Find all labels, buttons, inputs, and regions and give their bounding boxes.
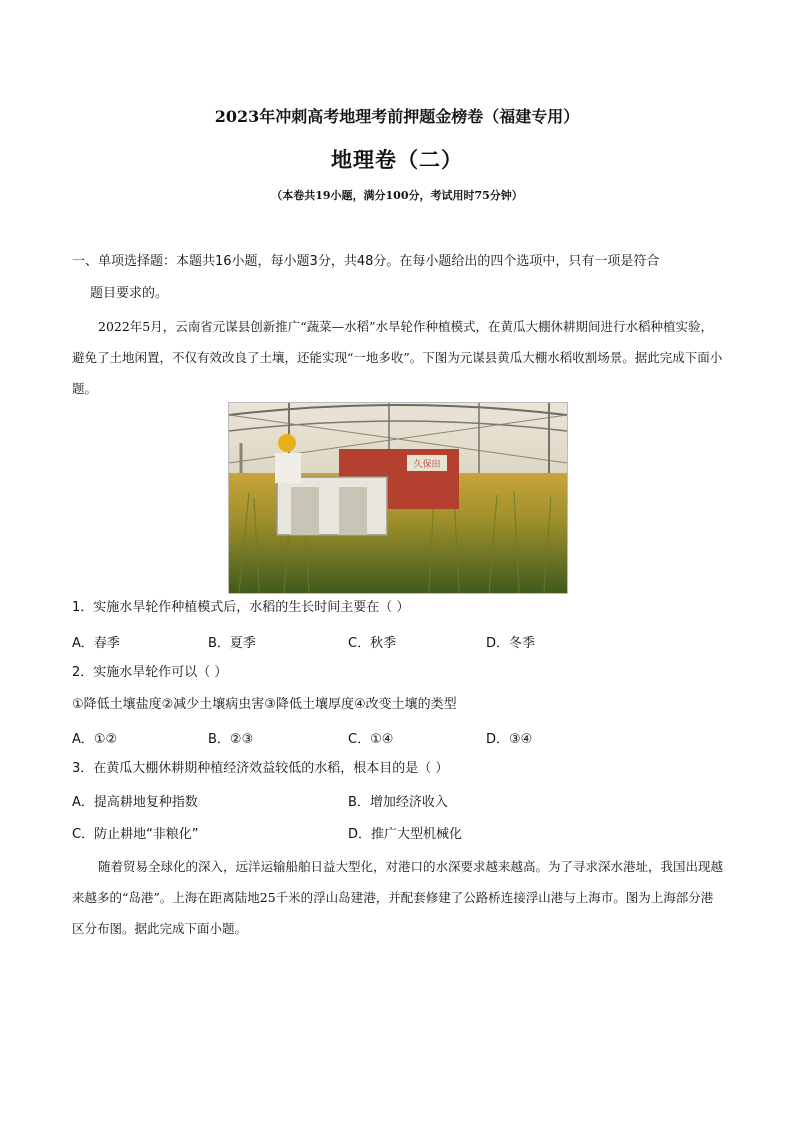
exam-note: （本卷共19小题，满分100分，考试用时75分钟） [271, 189, 523, 202]
passage-island-port: 随着贸易全球化的深入，远洋运输船舶日益大型化，对港口的水深要求越来越高。为了寻求深水港址，我国出现越来越多的“岛港”。上海在距离陆地25千米的浮山岛建港，并配套修建了公路桥连接浮山港与上海市。图为上海部分港区分布图。据此完成下面小题。 [72, 859, 724, 936]
option-a[interactable]: A．提高耕地复种指数 [72, 795, 198, 810]
question-3: 3．在黄瓜大棚休耕期种植经济效益较低的水稻，根本目的是（ ） [72, 761, 449, 776]
rice-harvest-photo [228, 402, 568, 594]
option-a[interactable]: A．春季 [72, 636, 120, 651]
option-b[interactable]: B．夏季 [208, 636, 256, 651]
question-1-options [72, 632, 724, 652]
passage-rice-rotation: 2022年5月，云南省元谋县创新推广“蔬菜—水稻”水旱轮作种植模式，在黄瓜大棚休耕期间进行水稻种植实验，避免了土地闲置，不仅有效改良了土壤，还能实现“一地多收”。下图为元谋县黄瓜大棚水稻收割场景。据此完成下面小题。 [72, 319, 723, 396]
harvester-label: 久保田 [413, 460, 441, 470]
option-b[interactable]: B．②③ [208, 732, 254, 747]
exam-subtitle: 地理卷（二） [331, 148, 463, 172]
option-d[interactable]: D．推广大型机械化 [348, 827, 463, 842]
option-c[interactable]: C．①④ [348, 732, 394, 747]
question-2-statements: ①降低土壤盐度②减少土壤病虫害③降低土壤厚度④改变土壤的类型 [72, 697, 457, 712]
option-a[interactable]: A．①② [72, 732, 118, 747]
exam-title: 2023年冲刺高考地理考前押题金榜卷（福建专用） [214, 107, 580, 126]
option-b[interactable]: B．增加经济收入 [348, 795, 448, 810]
option-c[interactable]: C．秋季 [348, 636, 397, 651]
question-2: 2．实施水旱轮作可以（ ） [72, 665, 228, 680]
option-d[interactable]: D．③④ [486, 732, 533, 747]
section-instructions [72, 246, 724, 310]
option-d[interactable]: D．冬季 [486, 636, 536, 651]
section-instructions-line1: 一、单项选择题：本题共16小题，每小题3分，共48分。在每小题给出的四个选项中，只有一项是符合 [72, 254, 660, 269]
greenhouse-harvest-illustration [229, 403, 567, 593]
question-1: 1．实施水旱轮作种植模式后，水稻的生长时间主要在（ ） [72, 600, 410, 615]
question-2-options [72, 728, 724, 748]
section-instructions-line2: 题目要求的。 [90, 286, 169, 301]
question-3-options-row2 [72, 823, 724, 843]
option-c[interactable]: C．防止耕地“非粮化” [72, 827, 199, 842]
question-3-options-row1 [72, 791, 724, 811]
